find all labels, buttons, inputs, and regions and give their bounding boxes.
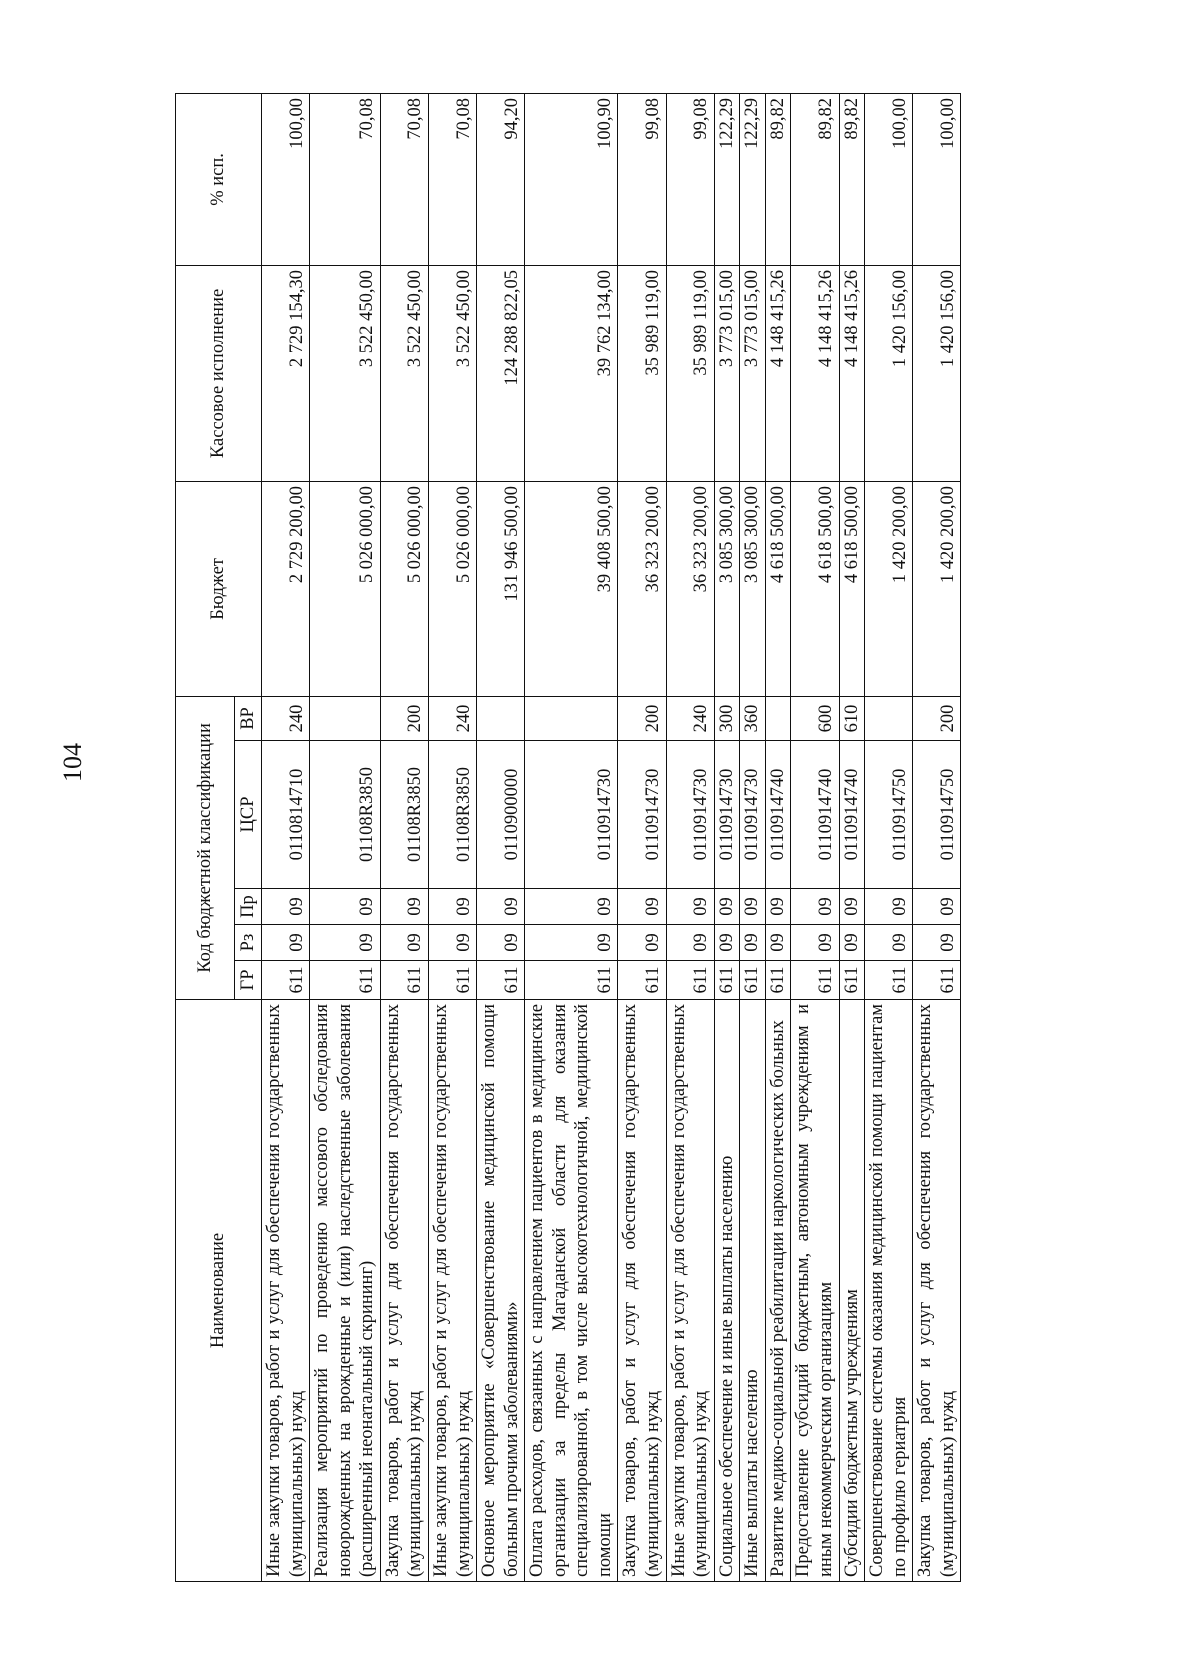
cell-name: Иные закупки товаров, работ и услуг для обеспечения государственных (муниципальных) нужд [262,1000,310,1582]
cell-budget: 39 408 500,00 [525,481,618,696]
cell-gr: 611 [865,961,913,1000]
cell-percent: 70,08 [428,93,476,265]
cell-csr: 0110914750 [913,741,961,889]
cell-budget: 1 420 200,00 [865,481,913,696]
cell-percent: 100,90 [525,93,618,265]
cell-name: Иные закупки товаров, работ и услуг для обеспечения государственных (муниципальных) нужд [428,1000,476,1582]
cell-percent: 122,29 [740,93,766,265]
cell-percent: 99,08 [666,93,714,265]
cell-csr: 01108R3850 [380,741,428,889]
cell-csr: 0110914730 [714,741,740,889]
cell-rz: 09 [765,925,791,961]
cell-budget: 1 420 200,00 [913,481,961,696]
cell-vr: 240 [262,696,310,740]
table-row [310,93,381,1581]
cell-execution: 4 148 415,26 [791,265,839,481]
cell-vr [865,696,913,740]
cell-gr: 611 [765,961,791,1000]
cell-gr: 611 [262,961,310,1000]
cell-execution: 2 729 154,30 [262,265,310,481]
cell-gr: 611 [525,961,618,1000]
cell-rz: 09 [714,925,740,961]
cell-vr: 200 [913,696,961,740]
cell-name: Социальное обеспечение и иные выплаты населению [714,1000,740,1582]
cell-pr: 09 [477,889,525,925]
cell-budget: 4 618 500,00 [791,481,839,696]
cell-rz: 09 [839,925,865,961]
header-execution: Кассовое исполнение [176,265,262,481]
table-row [380,93,428,1581]
cell-percent: 100,00 [913,93,961,265]
cell-budget: 4 618 500,00 [839,481,865,696]
cell-rz: 09 [477,925,525,961]
cell-rz: 09 [310,925,381,961]
cell-pr: 09 [310,889,381,925]
table-row [740,93,766,1581]
cell-vr: 610 [839,696,865,740]
cell-budget: 5 026 000,00 [428,481,476,696]
cell-csr: 0110900000 [477,741,525,889]
cell-rz: 09 [791,925,839,961]
cell-rz: 09 [525,925,618,961]
rotated-table-wrapper [175,94,961,1582]
cell-vr: 240 [428,696,476,740]
cell-execution: 124 288 822,05 [477,265,525,481]
cell-rz: 09 [740,925,766,961]
cell-percent: 89,82 [765,93,791,265]
cell-execution: 39 762 134,00 [525,265,618,481]
table-row [666,93,714,1581]
cell-name: Совершенствование системы оказания медицинской помощи пациентам по профилю гериатрия [865,1000,913,1582]
cell-vr: 200 [380,696,428,740]
cell-execution: 3 773 015,00 [714,265,740,481]
cell-percent: 70,08 [310,93,381,265]
cell-percent: 99,08 [618,93,666,265]
cell-percent: 94,20 [477,93,525,265]
cell-pr: 09 [428,889,476,925]
cell-rz: 09 [666,925,714,961]
cell-name: Иные выплаты населению [740,1000,766,1582]
cell-pr: 09 [380,889,428,925]
cell-csr: 0110914730 [740,741,766,889]
cell-execution: 3 522 450,00 [428,265,476,481]
cell-csr: 0110914730 [525,741,618,889]
cell-name: Реализация мероприятий по проведению массового обследования новорожденных на врожденные и (или) наследственные заболевания (расширенный неонатальный скрининг) [310,1000,381,1582]
cell-csr: 0110914730 [666,741,714,889]
cell-execution: 35 989 119,00 [666,265,714,481]
cell-percent: 122,29 [714,93,740,265]
cell-gr: 611 [740,961,766,1000]
cell-gr: 611 [477,961,525,1000]
cell-rz: 09 [618,925,666,961]
cell-gr: 611 [428,961,476,1000]
table-row [262,93,310,1581]
cell-vr [310,696,381,740]
header-budget: Бюджет [176,481,262,696]
cell-percent: 89,82 [839,93,865,265]
cell-csr: 01108R3850 [428,741,476,889]
cell-percent: 100,00 [262,93,310,265]
cell-pr: 09 [618,889,666,925]
header-pr: Пр [235,889,262,925]
table-row [477,93,525,1581]
cell-vr [477,696,525,740]
cell-rz: 09 [913,925,961,961]
cell-name: Закупка товаров, работ и услуг для обеспечения государственных (муниципальных) нужд [380,1000,428,1582]
cell-name: Развитие медико-социальной реабилитации наркологических больных [765,1000,791,1582]
cell-percent: 89,82 [791,93,839,265]
cell-execution: 35 989 119,00 [618,265,666,481]
header-csr: ЦСР [235,741,262,889]
cell-budget: 3 085 300,00 [714,481,740,696]
cell-gr: 611 [714,961,740,1000]
cell-pr: 09 [525,889,618,925]
cell-budget: 4 618 500,00 [765,481,791,696]
cell-pr: 09 [666,889,714,925]
cell-gr: 611 [310,961,381,1000]
cell-csr: 0110914750 [865,741,913,889]
cell-execution: 4 148 415,26 [765,265,791,481]
cell-budget: 5 026 000,00 [380,481,428,696]
cell-execution: 3 773 015,00 [740,265,766,481]
table-row [765,93,791,1581]
table-row [791,93,839,1581]
header-code-group: Код бюджетной классификации [176,696,235,999]
header-name: Наименование [176,1000,262,1582]
cell-execution: 1 420 156,00 [865,265,913,481]
cell-budget: 2 729 200,00 [262,481,310,696]
cell-pr: 09 [765,889,791,925]
cell-pr: 09 [740,889,766,925]
cell-execution: 3 522 450,00 [310,265,381,481]
cell-gr: 611 [839,961,865,1000]
cell-gr: 611 [913,961,961,1000]
cell-pr: 09 [714,889,740,925]
cell-csr: 0110814710 [262,741,310,889]
budget-table [175,93,961,1582]
table-row [428,93,476,1581]
cell-vr [525,696,618,740]
cell-csr: 0110914740 [791,741,839,889]
cell-pr: 09 [262,889,310,925]
cell-vr: 300 [714,696,740,740]
cell-pr: 09 [865,889,913,925]
cell-rz: 09 [428,925,476,961]
cell-vr: 240 [666,696,714,740]
cell-name: Закупка товаров, работ и услуг для обеспечения государственных (муниципальных) нужд [618,1000,666,1582]
cell-vr: 200 [618,696,666,740]
page-number: 104 [58,743,87,782]
cell-pr: 09 [913,889,961,925]
cell-pr: 09 [791,889,839,925]
cell-pr: 09 [839,889,865,925]
cell-name: Оплата расходов, связанных с направлением пациентов в медицинские организации за пределы Магаданской области для оказания специализированной, в том числе высокотехнологичной, медицинской помощи [525,1000,618,1582]
table-row [839,93,865,1581]
table-row [865,93,913,1581]
cell-budget: 3 085 300,00 [740,481,766,696]
table-row [525,93,618,1581]
cell-rz: 09 [380,925,428,961]
cell-budget: 131 946 500,00 [477,481,525,696]
cell-vr: 600 [791,696,839,740]
cell-vr [765,696,791,740]
cell-rz: 09 [865,925,913,961]
cell-execution: 3 522 450,00 [380,265,428,481]
cell-budget: 36 323 200,00 [618,481,666,696]
cell-execution: 4 148 415,26 [839,265,865,481]
header-vr: ВР [235,696,262,740]
cell-budget: 36 323 200,00 [666,481,714,696]
cell-name: Предоставление субсидий бюджетным, автономным учреждениям и иным некоммерческим организациям [791,1000,839,1582]
header-gr: ГР [235,961,262,1000]
cell-name: Закупка товаров, работ и услуг для обеспечения государственных (муниципальных) нужд [913,1000,961,1582]
cell-csr: 0110914740 [765,741,791,889]
cell-csr: 0110914740 [839,741,865,889]
cell-name: Субсидии бюджетным учреждениям [839,1000,865,1582]
table-row [714,93,740,1581]
cell-csr: 01108R3850 [310,741,381,889]
cell-gr: 611 [666,961,714,1000]
cell-csr: 0110914730 [618,741,666,889]
cell-gr: 611 [618,961,666,1000]
cell-execution: 1 420 156,00 [913,265,961,481]
cell-percent: 100,00 [865,93,913,265]
table-row [913,93,961,1581]
cell-percent: 70,08 [380,93,428,265]
cell-gr: 611 [380,961,428,1000]
cell-rz: 09 [262,925,310,961]
cell-gr: 611 [791,961,839,1000]
cell-name: Иные закупки товаров, работ и услуг для обеспечения государственных (муниципальных) нужд [666,1000,714,1582]
cell-vr: 360 [740,696,766,740]
cell-name: Основное мероприятие «Совершенствование медицинской помощи больным прочими заболеваниями» [477,1000,525,1582]
header-percent: % исп. [176,93,262,265]
header-rz: Рз [235,925,262,961]
table-row [618,93,666,1581]
cell-budget: 5 026 000,00 [310,481,381,696]
